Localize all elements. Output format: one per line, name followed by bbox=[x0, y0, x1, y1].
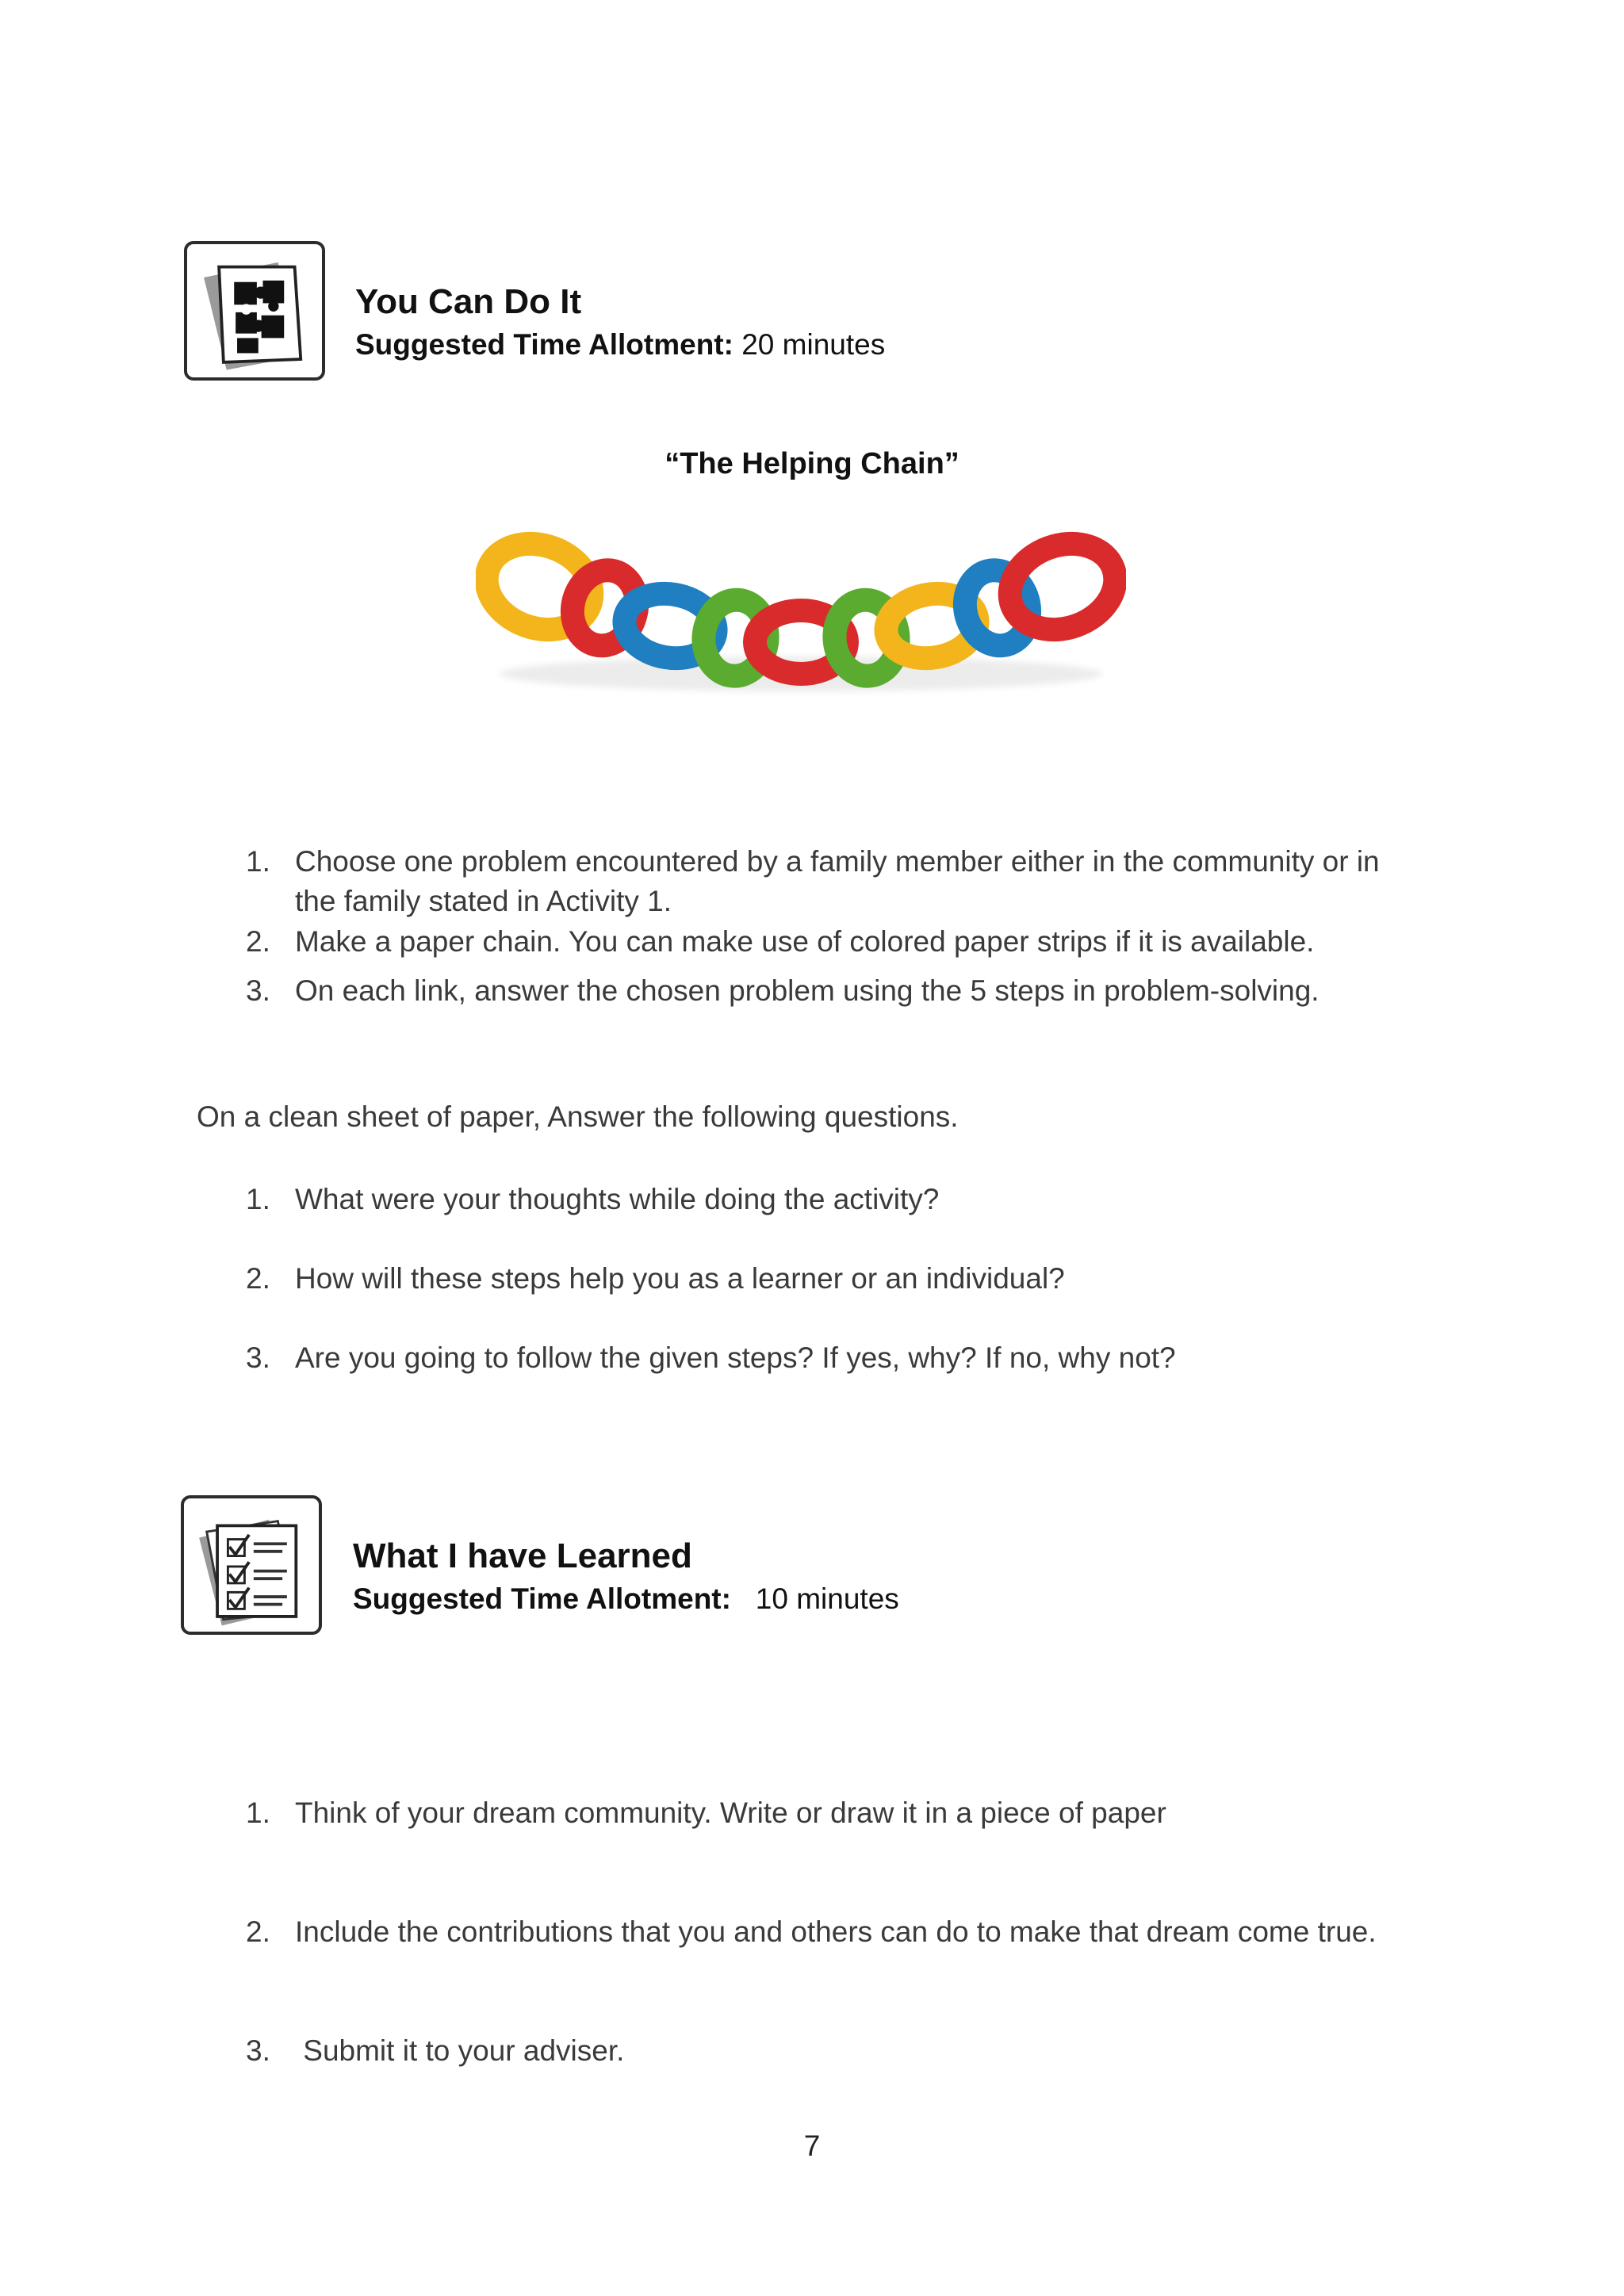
list-number: 1. bbox=[246, 1797, 270, 1829]
section-title: You Can Do It bbox=[355, 282, 582, 321]
list-number: 1. bbox=[246, 845, 270, 878]
list-item bbox=[246, 922, 1419, 962]
list-text: Include the contributions that you and others can do to make that dream come true. bbox=[295, 1915, 1377, 1948]
list-item bbox=[246, 971, 1419, 1011]
list-text: Choose one problem encountered by a family member either in the community or in the family stated in Activity 1. bbox=[295, 845, 1380, 917]
section-title: What I have Learned bbox=[353, 1536, 692, 1575]
list-item bbox=[246, 2031, 1419, 2071]
time-allotment bbox=[353, 1582, 899, 1616]
chain-link bbox=[998, 530, 1126, 644]
list-text: On each link, answer the chosen problem using the 5 steps in problem-solving. bbox=[295, 974, 1320, 1007]
list-text: Think of your dream community. Write or draw it in a piece of paper bbox=[295, 1797, 1166, 1829]
list-number: 3. bbox=[246, 974, 270, 1007]
list-item bbox=[246, 1180, 1419, 1219]
list-text: Submit it to your adviser. bbox=[295, 2034, 625, 2067]
list-number: 2. bbox=[246, 925, 270, 958]
page-number: 7 bbox=[803, 2130, 821, 2162]
list-number: 3. bbox=[246, 2034, 270, 2067]
puzzle-icon bbox=[184, 241, 325, 381]
questions-list bbox=[246, 1180, 1419, 1378]
list-item bbox=[246, 1338, 1419, 1378]
paper-chain-illustration bbox=[476, 515, 1126, 721]
list-item bbox=[246, 842, 1419, 921]
steps-list bbox=[246, 842, 1419, 1011]
time-value: 10 minutes bbox=[730, 1582, 899, 1615]
list-text: What were your thoughts while doing the activity? bbox=[295, 1183, 940, 1215]
questions-intro: On a clean sheet of paper, Answer the following questions. bbox=[197, 1100, 959, 1133]
list-number: 2. bbox=[246, 1915, 270, 1948]
time-value: 20 minutes bbox=[733, 328, 886, 361]
list-text: Are you going to follow the given steps? If yes, why? If no, why not? bbox=[295, 1341, 1176, 1374]
list-text: How will these steps help you as a learner or an individual? bbox=[295, 1262, 1065, 1295]
list-number: 2. bbox=[246, 1262, 270, 1295]
list-text: Make a paper chain. You can make use of colored paper strips if it is available. bbox=[295, 925, 1315, 958]
list-item bbox=[246, 1259, 1419, 1299]
time-label: Suggested Time Allotment: bbox=[355, 328, 733, 361]
list-number: 3. bbox=[246, 1341, 270, 1374]
time-allotment bbox=[355, 328, 885, 362]
list-item bbox=[246, 1912, 1419, 1952]
learned-list bbox=[246, 1714, 1419, 2110]
list-item bbox=[246, 1793, 1419, 1833]
list-number: 1. bbox=[246, 1183, 270, 1215]
activity-title: “The Helping Chain” bbox=[665, 447, 959, 480]
time-label: Suggested Time Allotment: bbox=[353, 1582, 731, 1615]
checklist-icon bbox=[181, 1495, 322, 1635]
